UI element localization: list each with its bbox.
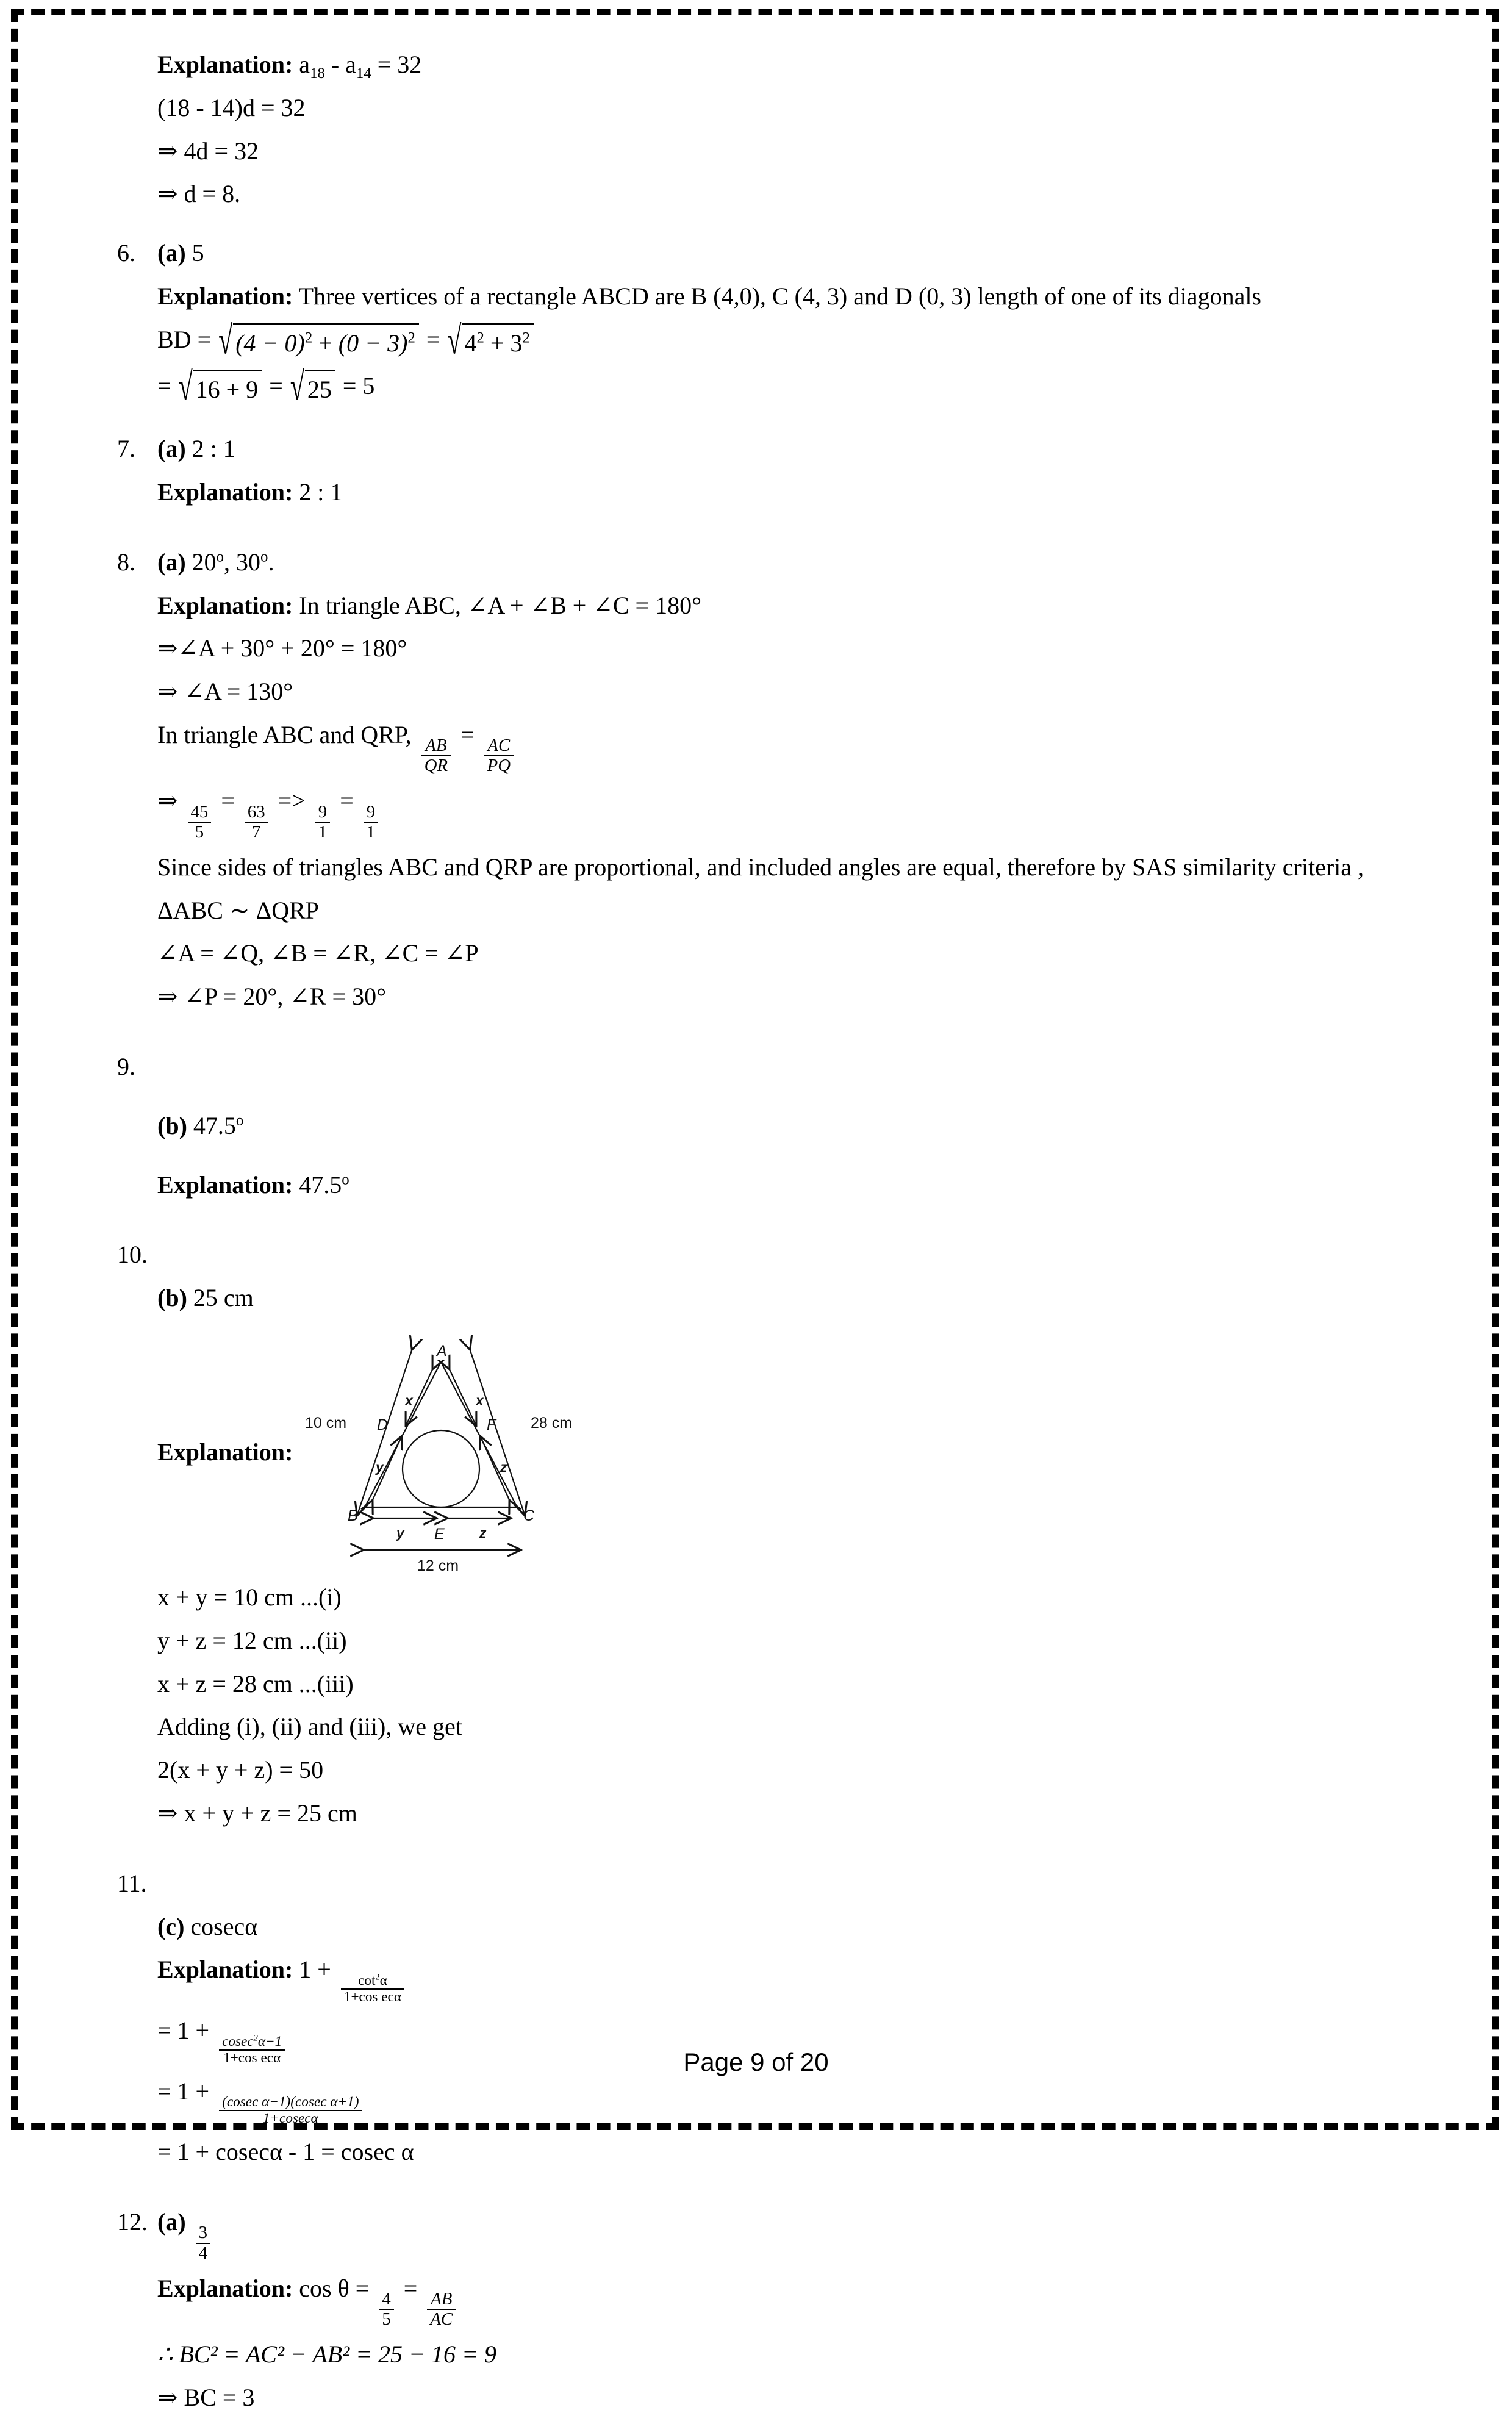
radical-sign-icon: √ [178,366,193,410]
answer-block-11 [91,1866,1421,2178]
tangent-label-E: E [434,1525,445,1543]
fraction-factored-cosec [219,2095,362,2126]
explanation-label: Explanation: [157,51,293,78]
fraction-denominator: 1+cosecα [262,2110,318,2127]
option-letter-11: (c) [157,1912,185,1940]
result-5: = 5 [342,372,375,400]
answer-block-6 [91,236,1421,416]
answer-value-10: 25 cm [193,1284,254,1312]
question-number-6: 6. [117,239,135,267]
answer-block-12 [91,2205,1421,2423]
math-step: ⇒ d = 8. [157,180,241,208]
explanation-line-7 [157,475,1421,510]
math-step-bd-2 [157,366,1421,410]
implies-text: => [278,787,306,815]
explanation-line [157,48,1421,82]
segment-label-y-left: y [376,1458,384,1475]
answer-option-line-6 [157,236,1421,271]
answer-blank-line-10 [157,1238,1421,1272]
math-step-bd [157,319,1421,363]
explanation-line-6 [157,279,1421,314]
math-step-10-1: x + y = 10 cm ...(i) [157,1583,342,1611]
explanation-label-6: Explanation: [157,282,293,310]
answer-value-8: 20$^o$, 30$^o$. [192,548,274,576]
explanation-label-8: Explanation: [157,591,293,619]
equals-sign: = [340,787,354,815]
fraction-numerator: 45 [188,803,212,823]
fraction-numerator: 4 [379,2290,393,2310]
explanation-label-12: Explanation: [157,2274,293,2302]
radical-sign-icon: √ [290,366,304,410]
explanation-with-figure-10 [157,1324,1421,1580]
math-step: (18 - 14)d = 32 [157,93,306,121]
answer-blank-line-11 [157,1866,1421,1901]
fraction-denominator: PQ [487,756,511,776]
sqrt-expr-2 [447,319,533,363]
segment-label-z-right: z [500,1458,507,1475]
radicand-2: $4^2 + 3^2$ [462,323,533,361]
sqrt-expr-3 [178,366,262,410]
answer-block-9 [91,1050,1421,1211]
answer-value-11: cosecα [190,1912,258,1940]
vertex-label-A: A [437,1342,447,1360]
fraction-numerator: AB [421,736,451,756]
side-label-left: 10 cm [305,1414,347,1432]
fraction-45-5 [188,803,212,842]
question-number-7: 7. [117,435,135,463]
math-step-10-5: 2(x + y + z) = 50 [157,1756,324,1784]
explanation-line-8 [157,589,1421,623]
segment-label-z-bottom: z [479,1524,487,1541]
math-step-10-4: Adding (i), (ii) and (iii), we get [157,1713,462,1741]
math-step-8-3 [157,718,1421,775]
fraction-denominator: 1 [318,822,328,842]
tangent-label-F: F [487,1416,496,1433]
triangle-incircle-figure [304,1324,578,1580]
implies-arrow-icon: ⇒ [157,787,178,815]
triangle-intro-text: In triangle ABC and QRP, [157,720,412,748]
page-footer: Page 9 of 20 [683,2048,829,2076]
equals-1: = [426,325,440,353]
math-step-8-4 [157,784,1421,841]
explanation-line-9 [157,1168,1421,1203]
equals-sign: = [460,720,475,748]
fraction-numerator: AC [484,736,514,756]
equals-2: = [157,372,171,400]
option-letter-9: (b) [157,1111,187,1139]
math-step-11-3 [157,2074,1421,2127]
radicand-4: 25 [305,370,335,407]
fraction-numerator: 3 [196,2223,210,2243]
fraction-numerator: (cosec α−1)(cosec α+1) [219,2095,362,2111]
bd-prefix: BD = [157,325,212,353]
math-step-10-6: ⇒ x + y + z = 25 cm [157,1799,357,1827]
fraction-denominator: 4 [198,2243,208,2263]
vertex-label-B: B [348,1507,358,1524]
question-number-11: 11. [117,1869,147,1897]
fraction-4-5 [379,2290,393,2329]
fraction-9-1-a [315,803,330,842]
vertex-label-C: C [523,1507,535,1524]
math-step-8-7: ∠A = ∠Q, ∠B = ∠R, ∠C = ∠P [157,939,479,967]
question-number-10: 10. [117,1241,148,1269]
fraction-denominator: 1+cos ecα [223,2049,281,2066]
option-letter-8: (a) [157,548,186,576]
question-number-12: 12. [117,2208,148,2236]
math-start-11: 1 + [299,1956,331,1984]
fraction-denominator: 5 [195,822,204,842]
cos-theta-prefix: cos θ = [299,2274,370,2302]
answer-option-line-11 [157,1910,1421,1945]
option-letter-6: (a) [157,239,186,267]
question-number-9: 9. [117,1053,135,1080]
fraction-numerator: 63 [245,803,268,823]
answer-option-line-8 [157,545,1421,580]
answer-option-line-10 [157,1281,1421,1316]
fraction-denominator: 7 [252,822,261,842]
fraction-numerator: cosec$^2$α−1 [219,2034,285,2051]
equals-3: = [269,372,283,400]
fraction-ab-qr [421,736,451,775]
fraction-denominator: 1 [366,822,376,842]
eq-prefix-11-2: = 1 + [157,2017,210,2045]
answer-blank-line-9 [157,1050,1421,1085]
math-step-8-5: Since sides of triangles ABC and QRP are proportional, and included angles are equal, therefore by SAS similarity criteria , [157,853,1364,881]
answer-option-line-9 [157,1109,1421,1144]
answer-block-7 [91,432,1421,518]
math-step-8-8: ⇒ ∠P = 20°, ∠R = 30° [157,983,387,1011]
math-step-8-1: ⇒∠A + 30° + 20° = 180° [157,634,407,662]
explanation-text-6: Three vertices of a rectangle ABCD are B (4,0), C (4, 3) and D (0, 3) length of one of its diagonals [298,282,1261,310]
answer-block-8 [91,545,1421,1023]
answer-option-line-12 [157,2205,1421,2262]
math-step-12-2: ∴ BC² = AC² − AB² = 25 − 16 = 9 [157,2340,497,2368]
tangent-label-D: D [377,1416,389,1433]
answer-block-10 [91,1238,1421,1839]
fraction-denominator: 1+cos ecα [343,1989,401,2005]
fraction-numerator: AB [427,2290,456,2310]
option-letter-7: (a) [157,435,186,463]
radical-sign-icon: √ [447,319,462,363]
eq-prefix-11-3: = 1 + [157,2077,210,2105]
option-letter-12: (a) [157,2208,186,2236]
fraction-63-7 [245,803,268,842]
math-step-10-3: x + z = 28 cm ...(iii) [157,1669,354,1698]
option-letter-10: (b) [157,1284,187,1312]
question-number-8: 8. [117,548,135,576]
answer-value-7: 2 : 1 [192,435,235,463]
explanation-label-7: Explanation: [157,478,293,506]
fraction-denominator: AC [430,2309,453,2329]
segment-label-x-left: x [405,1392,414,1408]
equals-mid-12: = [403,2274,418,2302]
math-step: ⇒ 4d = 32 [157,137,259,165]
equals-sign: = [221,787,235,815]
explanation-line-12 [157,2272,1421,2329]
fraction-3-4 [196,2223,210,2262]
explanation-text-9: 47.5$^o$ [299,1171,349,1199]
math-step-12-3: ⇒ BC = 3 [157,2383,255,2411]
fraction-ab-ac [427,2290,456,2329]
radicand-3: 16 + 9 [193,370,262,407]
fraction-denominator: 5 [382,2309,391,2329]
radicand-1: $(4 - 0)^2 + (0 - 3)^2$ [233,323,419,361]
fraction-cot2-over-1pluscosec [341,1973,404,2005]
fraction-denominator: QR [424,756,448,776]
fraction-numerator: $\cot^2\alpha$ [341,1973,404,1990]
sqrt-expr-4 [290,366,335,410]
math-step-8-6: ΔABC ∼ ΔQRP [157,896,320,924]
explanation-label-11: Explanation: [157,1956,293,1984]
fraction-ac-pq [484,736,514,775]
math-step-11-4: = 1 + cosecα - 1 = cosec α [157,2138,414,2166]
answer-block-continued [91,48,1421,220]
answer-value-9: 47.5$^o$ [193,1111,244,1139]
fraction-9-1-b [364,803,378,842]
fraction-numerator: 9 [315,803,330,823]
segment-label-x-right: x [476,1392,484,1408]
explanation-line-11 [157,1952,1421,2005]
explanation-math: $a_{18} - a_{14} = 32$ [299,51,422,82]
fraction-numerator: 9 [364,803,378,823]
math-step-10-2: y + z = 12 cm ...(ii) [157,1626,347,1654]
explanation-label-10: Explanation: [157,1438,293,1466]
math-step-8-2: ⇒ ∠A = 130° [157,678,293,706]
sqrt-expr-1 [218,319,419,363]
answer-option-line-7 [157,432,1421,467]
explanation-text-8: In triangle ABC, ∠A + ∠B + ∠C = 180° [299,591,702,619]
explanation-text-7: 2 : 1 [299,478,343,506]
side-label-right: 28 cm [531,1414,573,1432]
answer-value-6: 5 [192,239,204,267]
radical-sign-icon: √ [218,319,233,363]
segment-label-y-bottom: y [396,1524,405,1541]
side-label-bottom: 12 cm [417,1557,459,1574]
explanation-label-9: Explanation: [157,1171,293,1199]
